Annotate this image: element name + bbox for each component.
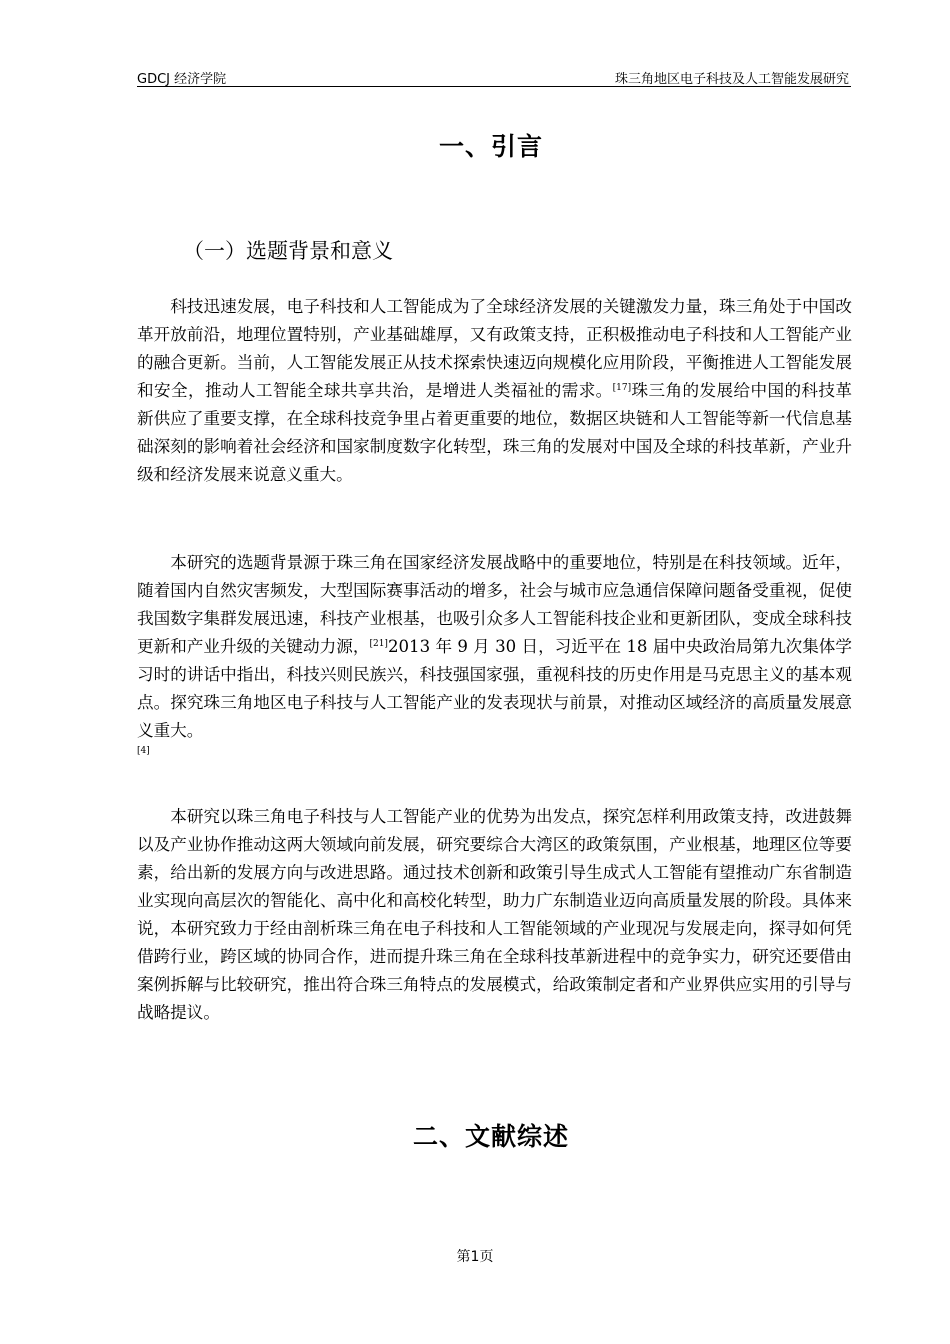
paragraph-1 [137,293,852,489]
paragraph-2 [137,549,852,757]
page-number: 第1页 [456,1249,494,1265]
paragraph-3 [137,803,852,1027]
citation-17: [17] [612,383,632,393]
section-heading-introduction: 一、引言 [438,132,543,161]
citation-4: [4] [137,746,150,756]
citation-21: [21] [369,639,388,649]
subsection-heading-background: （一）选题背景和意义 [183,239,393,263]
header-institution: GDCJ 经济学院 [137,72,227,87]
paragraph-3-text: 本研究以珠三角电子科技与人工智能产业的优势为出发点，探究怎样利用政策支持，改进鼓舞以及产业协作推动这两大领域向前发展，研究要综合大湾区的政策氛围，产业根基，地理区位等要素，给出新的发展方向与改进思路。通过技术创新和政策引导生成式人工智能有望推动广东省制造业实现向高层次的智能化、高中化和高校化转型，助力广东制造业迈向高质量发展的阶段。具体来说，本研究致力于经由剖析珠三角在电子科技和人工智能领域的产业现况与发展走向，探寻如何凭借跨行业，跨区域的协同合作，进而提升珠三角在全球科技革新进程中的竞争实力，研究还要借由案例拆解与比较研究，推出符合珠三角特点的发展模式，给政策制定者和产业界供应实用的引导与战略提议。 [137,807,852,1022]
paragraph-2-text-b: 2013 年 9 月 30 日，习近平在 18 届中央政治局第九次集体学习时的讲话中指出，科技兴则民族兴，科技强国家强，重视科技的历史作用是马克思主义的基本观点。探究珠三角地区电子科技与人工智能产业的发表现状与前景，对推动区域经济的高质量发展意义重大。 [137,637,852,740]
paragraph-1-text-b: 珠三角的发展给中国的科技革新供应了重要支撑，在全球科技竞争里占着更重要的地位，数据区块链和人工智能等新一代信息基础深刻的影响着社会经济和国家制度数字化转型，珠三角的发展对中国及全球的科技革新，产业升级和经济发展来说意义重大。 [137,381,853,484]
section-heading-literature-review: 二、文献综述 [412,1122,569,1151]
paragraph-2-text-a: 本研究的选题背景源于珠三角在国家经济发展战略中的重要地位，特别是在科技领域。近年，随着国内自然灾害频发，大型国际赛事活动的增多，社会与城市应急通信保障问题备受重视，促使我国数字集群发展迅速，科技产业根基，也吸引众多人工智能科技企业和更新团队，变成全球科技更新和产业升级的关键动力源， [137,553,852,656]
page-header [137,66,851,87]
paragraph-1-text-a: 科技迅速发展，电子科技和人工智能成为了全球经济发展的关键激发力量，珠三角处于中国改革开放前沿，地理位置特别，产业基础雄厚，又有政策支持，正积极推动电子科技和人工智能产业的融合更新。当前，人工智能发展正从技术探索快速迈向规模化应用阶段，平衡推进人工智能发展和安全，推动人工智能全球共享共治，是增进人类福祉的需求。 [137,297,852,400]
header-paper-title: 珠三角地区电子科技及人工智能发展研究 [614,72,849,87]
